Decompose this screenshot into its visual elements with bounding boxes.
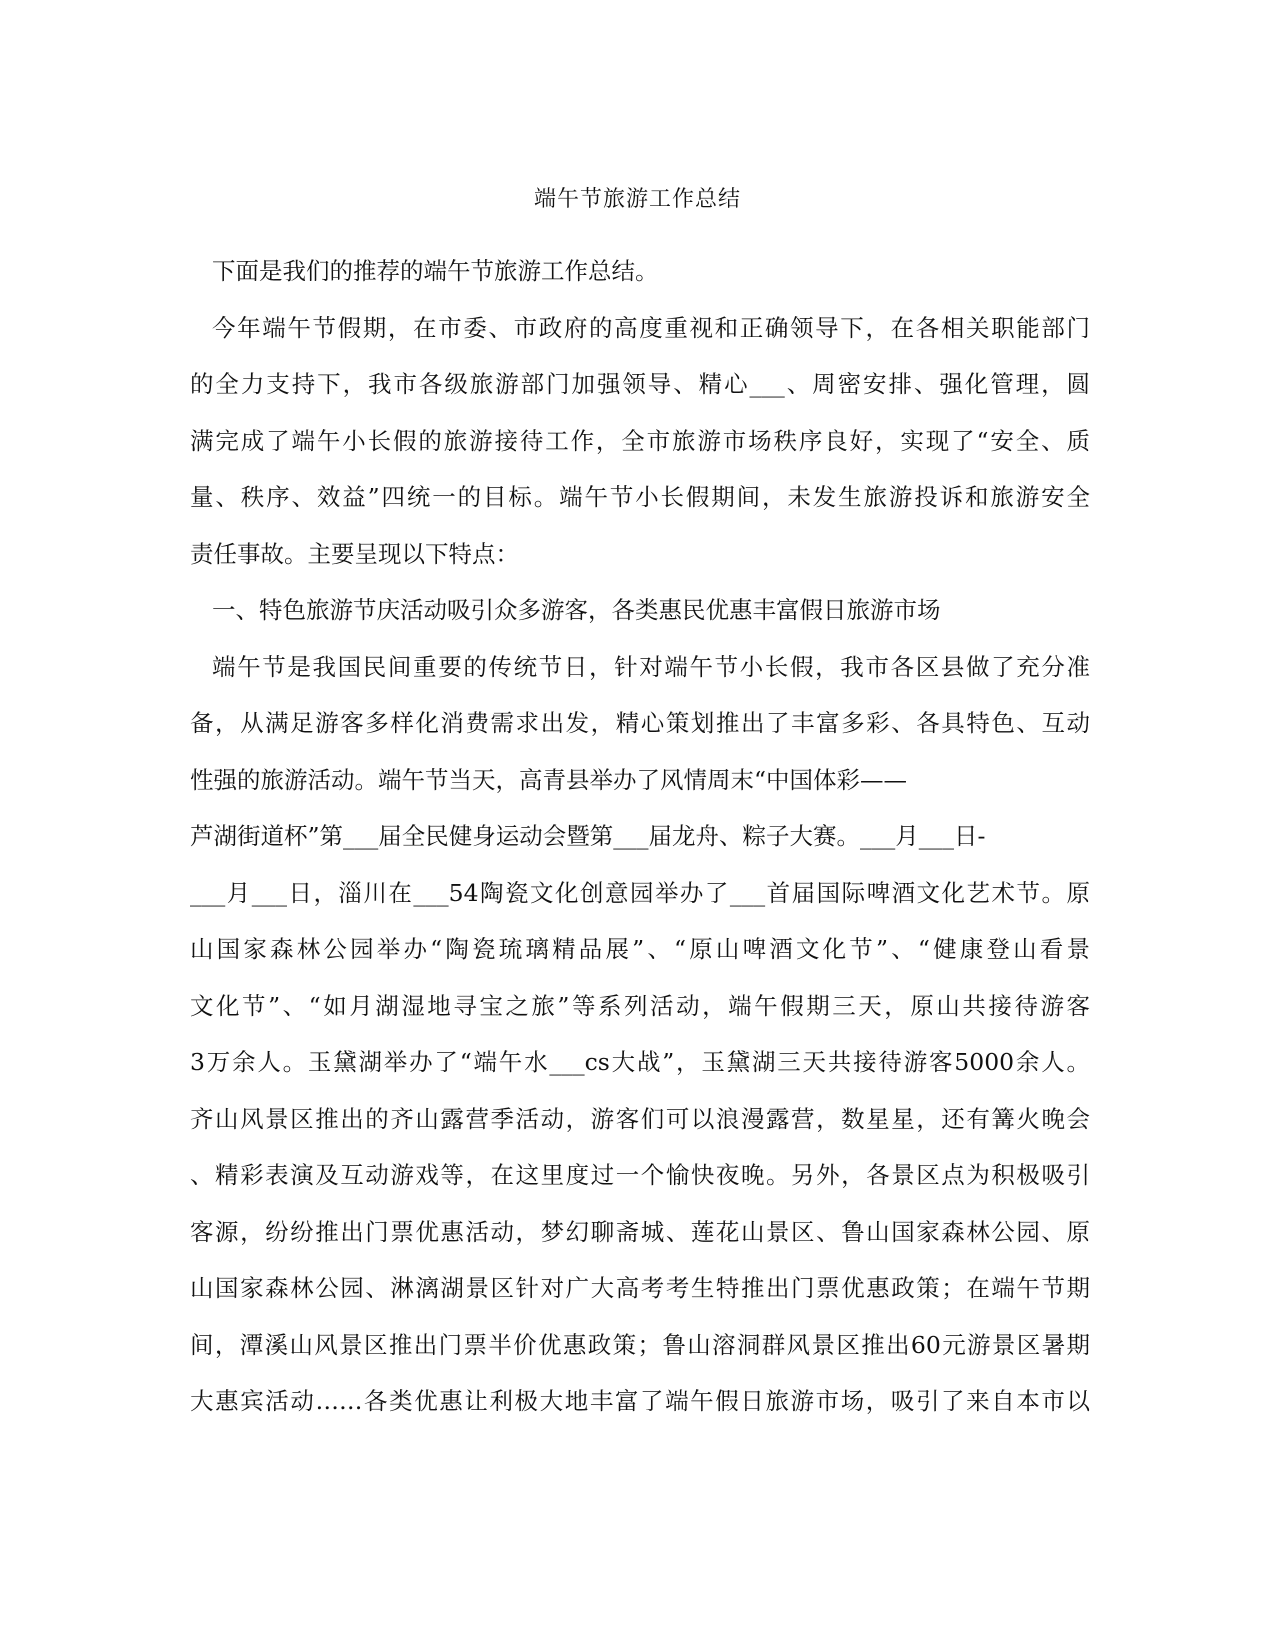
- paragraph-line: 满完成了端午小长假的旅游接待工作，全市旅游市场秩序良好，实现了“安全、质: [190, 427, 1090, 455]
- document-title: 端午节旅游工作总结: [533, 187, 741, 212]
- paragraph-line: 的全力支持下，我市各级旅游部门加强领导、精心___、周密安排、强化管理，圆: [190, 370, 1090, 398]
- paragraph-line: 备，从满足游客多样化消费需求出发，精心策划推出了丰富多彩、各具特色、互动: [190, 709, 1090, 737]
- paragraph-line: 间，潭溪山风景区推出门票半价优惠政策；鲁山溶洞群风景区推出60元游景区暑期: [190, 1331, 1090, 1359]
- paragraph-line: 端午节是我国民间重要的传统节日，针对端午节小长假，我市各区县做了充分准: [212, 653, 1090, 681]
- paragraph-line: 山国家森林公园举办“陶瓷琉璃精品展”、“原山啤酒文化节”、“健康登山看景: [190, 935, 1090, 963]
- paragraph-line: 3万余人。玉黛湖举办了“端午水___cs大战”，玉黛湖三天共接待游客5000余人。: [190, 1048, 1090, 1076]
- paragraph-line: 下面是我们的推荐的端午节旅游工作总结。: [212, 257, 659, 285]
- paragraph-line: 性强的旅游活动。端午节当天，高青县举办了风情周末“中国体彩——: [190, 766, 908, 794]
- paragraph-line: ___月___日，淄川在___54陶瓷文化创意园举办了___首届国际啤酒文化艺术节。原: [190, 879, 1090, 907]
- section-heading: 一、特色旅游节庆活动吸引众多游客，各类惠民优惠丰富假日旅游市场: [212, 596, 941, 624]
- paragraph-line: 、精彩表演及互动游戏等，在这里度过一个愉快夜晚。另外，各景区点为积极吸引: [190, 1161, 1090, 1189]
- paragraph-line: 芦湖街道杯”第___届全民健身运动会暨第___届龙舟、粽子大赛。___月___日-: [190, 822, 986, 850]
- paragraph-line: 文化节”、“如月湖湿地寻宝之旅”等系列活动，端午假期三天，原山共接待游客: [190, 992, 1090, 1020]
- paragraph-line: 责任事故。主要呈现以下特点：: [190, 540, 519, 568]
- paragraph-line: 量、秩序、效益”四统一的目标。端午节小长假期间，未发生旅游投诉和旅游安全: [190, 483, 1090, 511]
- paragraph-line: 今年端午节假期，在市委、市政府的高度重视和正确领导下，在各相关职能部门: [212, 314, 1090, 342]
- paragraph-line: 大惠宾活动……各类优惠让利极大地丰富了端午假日旅游市场，吸引了来自本市以: [190, 1387, 1090, 1415]
- paragraph-line: 齐山风景区推出的齐山露营季活动，游客们可以浪漫露营，数星星，还有篝火晚会: [190, 1105, 1090, 1133]
- paragraph-line: 客源，纷纷推出门票优惠活动，梦幻聊斋城、莲花山景区、鲁山国家森林公园、原: [190, 1218, 1090, 1246]
- paragraph-line: 山国家森林公园、淋漓湖景区针对广大高考考生特推出门票优惠政策；在端午节期: [190, 1274, 1090, 1302]
